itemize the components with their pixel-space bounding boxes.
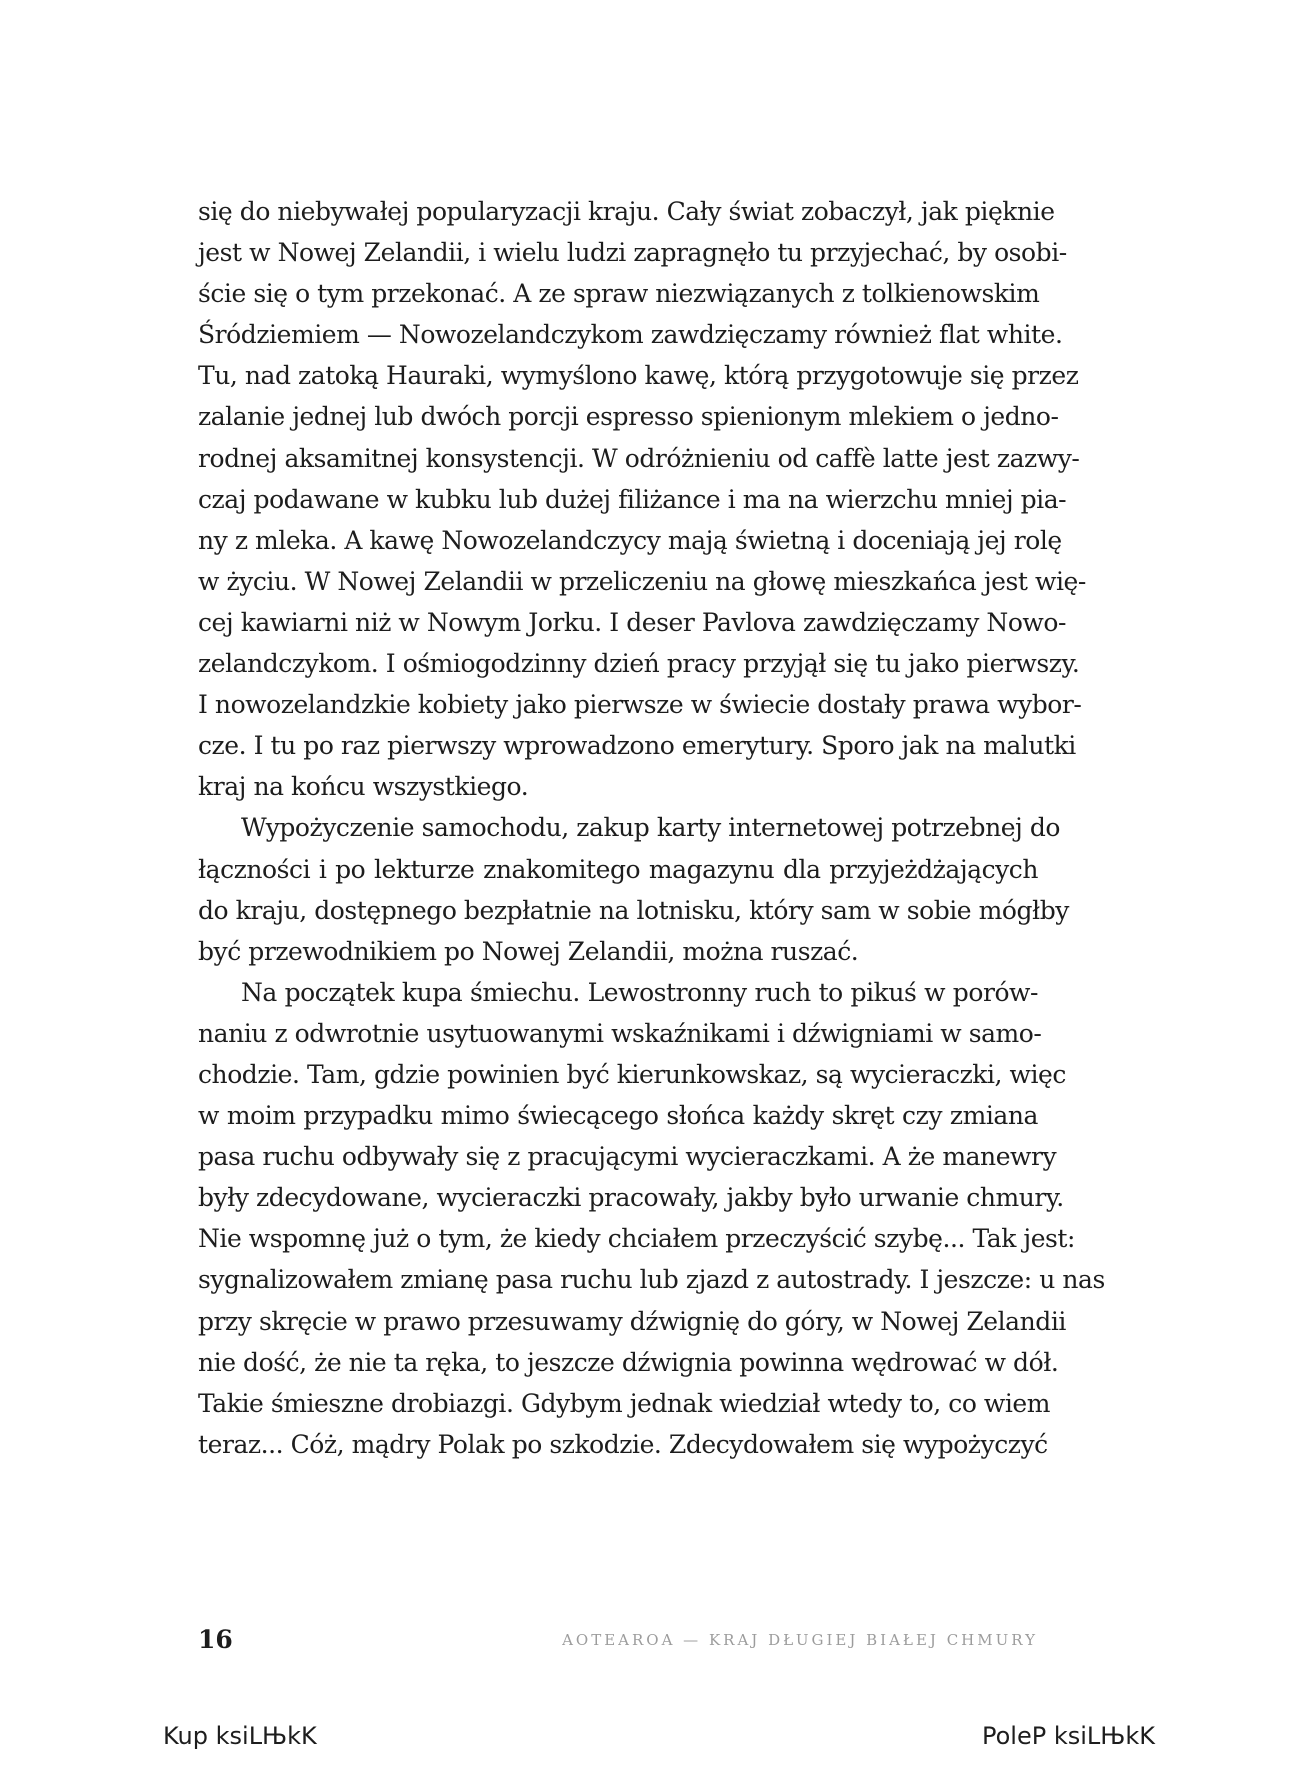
text-line: były zdecydowane, wycieraczki pracowały, jakby było urwanie chmury.	[198, 1183, 1064, 1213]
body-text	[198, 191, 1105, 1465]
text-line: być przewodnikiem po Nowej Zelandii, można ruszać.	[198, 936, 859, 966]
text-line: ny z mleka. A kawę Nowozelandczycy mają świetną i doceniają jej rolę	[198, 525, 1062, 555]
text-line: cej kawiarni niż w Nowym Jorku. I deser Pavlova zawdzięczamy Nowo-	[198, 607, 1066, 637]
text-line: czaj podawane w kubku lub dużej filiżance i ma na wierzchu mniej pia-	[198, 484, 1067, 514]
text-line: Tu, nad zatoką Hauraki, wymyślono kawę, którą przygotowuje się przez	[198, 361, 1079, 391]
text-line: chodzie. Tam, gdzie powinien być kierunkowskaz, są wycieraczki, więc	[198, 1059, 1066, 1089]
text-line: Śródziemiem — Nowozelandczykom zawdzięczamy również flat white.	[198, 320, 1063, 350]
text-line: ście się o tym przekonać. A ze spraw niezwiązanych z tolkienowskim	[198, 279, 1040, 309]
text-line: Wypożyczenie samochodu, zakup karty internetowej potrzebnej do	[241, 813, 1061, 843]
buy-book-link[interactable]: Kup ksiLЊkK	[163, 1722, 317, 1750]
text-line: rodnej aksamitnej konsystencji. W odróżnieniu od caffè latte jest zazwy-	[198, 443, 1080, 473]
text-line: naniu z odwrotnie usytuowanymi wskaźnikami i dźwigniami w samo-	[198, 1018, 1042, 1048]
text-line: kraj na końcu wszystkiego.	[198, 772, 529, 802]
text-line: Na początek kupa śmiechu. Lewostronny ruch to pikuś w porów-	[241, 977, 1038, 1007]
text-line: sygnalizowałem zmianę pasa ruchu lub zjazd z autostrady. I jeszcze: u nas	[198, 1265, 1105, 1295]
text-line: pasa ruchu odbywały się z pracującymi wycieraczkami. A że manewry	[198, 1142, 1057, 1172]
text-line: jest w Nowej Zelandii, i wielu ludzi zapragnęło tu przyjechać, by osobi-	[198, 238, 1067, 268]
text-line: do kraju, dostępnego bezpłatnie na lotnisku, który sam w sobie mógłby	[198, 895, 1069, 925]
text-line: teraz... Cóż, mądry Polak po szkodzie. Zdecydowałem się wypożyczyć	[198, 1429, 1048, 1459]
text-line: I nowozelandzkie kobiety jako pierwsze w świecie dostały prawa wybor-	[198, 690, 1082, 720]
text-line: zalanie jednej lub dwóch porcji espresso spienionym mlekiem o jedno-	[198, 402, 1059, 432]
text-line: w moim przypadku mimo świecącego słońca każdy skręt czy zmiana	[198, 1101, 1038, 1131]
text-line: Takie śmieszne drobiazgi. Gdybym jednak wiedział wtedy to, co wiem	[198, 1388, 1051, 1418]
text-line: cze. I tu po raz pierwszy wprowadzono emerytury. Sporo jak na malutki	[198, 731, 1076, 761]
page-number: 16	[198, 1625, 233, 1654]
running-head: AOTEAROA — KRAJ DŁUGIEJ BIAŁEJ CHMURY	[562, 1631, 1038, 1649]
text-line: nie dość, że nie ta ręka, to jeszcze dźwignia powinna wędrować w dół.	[198, 1347, 1059, 1377]
text-line: łączności i po lekturze znakomitego magazynu dla przyjeżdżających	[198, 854, 1038, 884]
text-line: Nie wspomnę już o tym, że kiedy chciałem przeczyścić szybę... Tak jest:	[198, 1224, 1075, 1254]
text-line: przy skręcie w prawo przesuwamy dźwignię do góry, w Nowej Zelandii	[198, 1306, 1066, 1336]
text-line: zelandczykom. I ośmiogodzinny dzień pracy przyjął się tu jako pierwszy.	[198, 649, 1080, 679]
recommend-book-link[interactable]: PoleP ksiLЊkK	[982, 1722, 1155, 1750]
text-line: w życiu. W Nowej Zelandii w przeliczeniu na głowę mieszkańca jest wię-	[198, 566, 1086, 596]
text-line: się do niebywałej popularyzacji kraju. Cały świat zobaczył, jak pięknie	[198, 197, 1055, 226]
